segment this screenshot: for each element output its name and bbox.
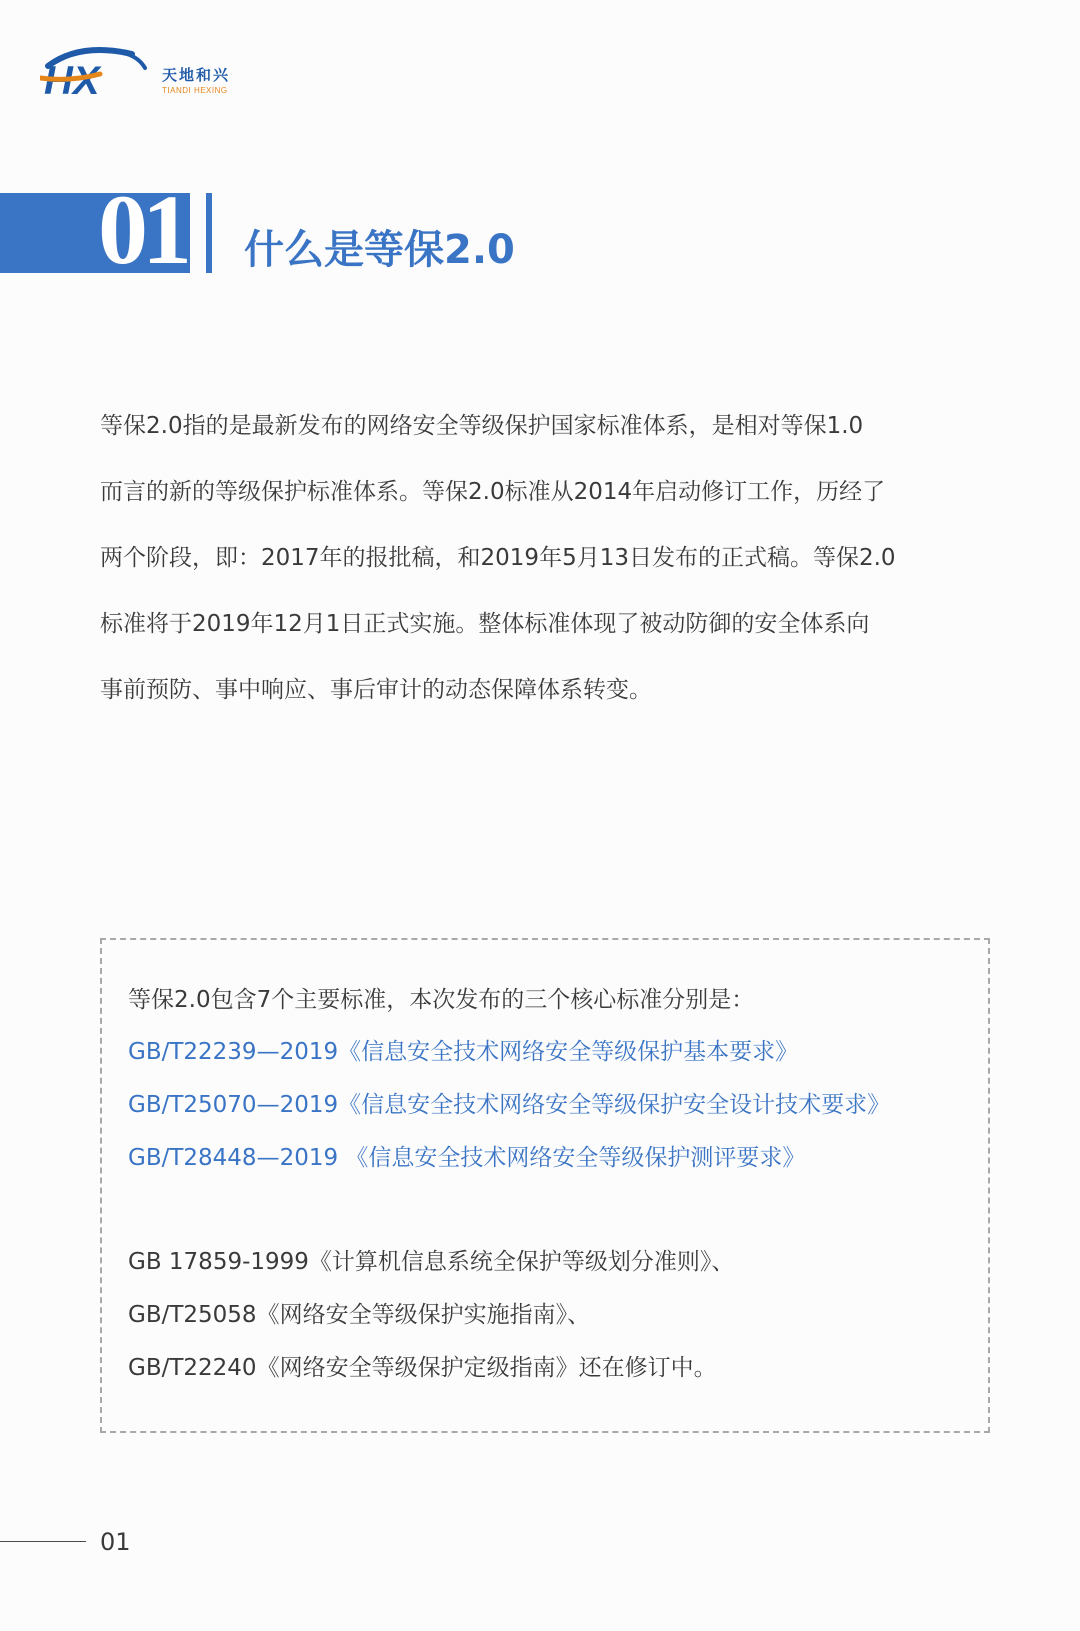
section-divider	[206, 193, 212, 273]
logo-name-cn: 天地和兴	[162, 66, 231, 84]
intro-line: 事前预防、事中响应、事后审计的动态保障体系转变。	[100, 677, 652, 703]
section-title: 什么是等保2.0	[244, 227, 515, 273]
page-number: 01	[100, 1528, 131, 1556]
standards-box	[100, 938, 990, 1433]
core-standard-item: GB/T25070—2019《信息安全技术网络安全等级保护安全设计技术要求》	[128, 1092, 891, 1118]
intro-line: 等保2.0指的是最新发布的网络安全等级保护国家标准体系，是相对等保1.0	[100, 413, 864, 439]
section-number: 01	[98, 174, 186, 285]
core-standard-item: GB/T28448—2019 《信息安全技术网络安全等级保护测评要求》	[128, 1145, 806, 1171]
logo-mark-text: HX	[44, 59, 100, 103]
footer-rule	[0, 1541, 86, 1542]
logo-name-en: TIANDI HEXING	[162, 86, 228, 95]
intro-line: 标准将于2019年12月1日正式实施。整体标准体现了被动防御的安全体系向	[100, 611, 870, 637]
revising-standard-item: GB/T25058《网络安全等级保护实施指南》、	[128, 1302, 591, 1328]
core-standard-item: GB/T22239—2019《信息安全技术网络安全等级保护基本要求》	[128, 1039, 799, 1065]
intro-line: 而言的新的等级保护标准体系。等保2.0标准从2014年启动修订工作，历经了	[100, 479, 886, 505]
hx-logo-icon	[40, 44, 155, 104]
intro-paragraph	[100, 393, 990, 723]
revising-standard-item: GB/T22240《网络安全等级保护定级指南》还在修订中。	[128, 1355, 717, 1381]
company-logo	[40, 44, 260, 104]
intro-line: 两个阶段，即：2017年的报批稿，和2019年5月13日发布的正式稿。等保2.0	[100, 545, 896, 571]
standards-intro-line: 等保2.0包含7个主要标准，本次发布的三个核心标准分别是：	[128, 987, 755, 1013]
revising-standard-item: GB 17859-1999《计算机信息系统全保护等级划分准则》、	[128, 1249, 735, 1275]
